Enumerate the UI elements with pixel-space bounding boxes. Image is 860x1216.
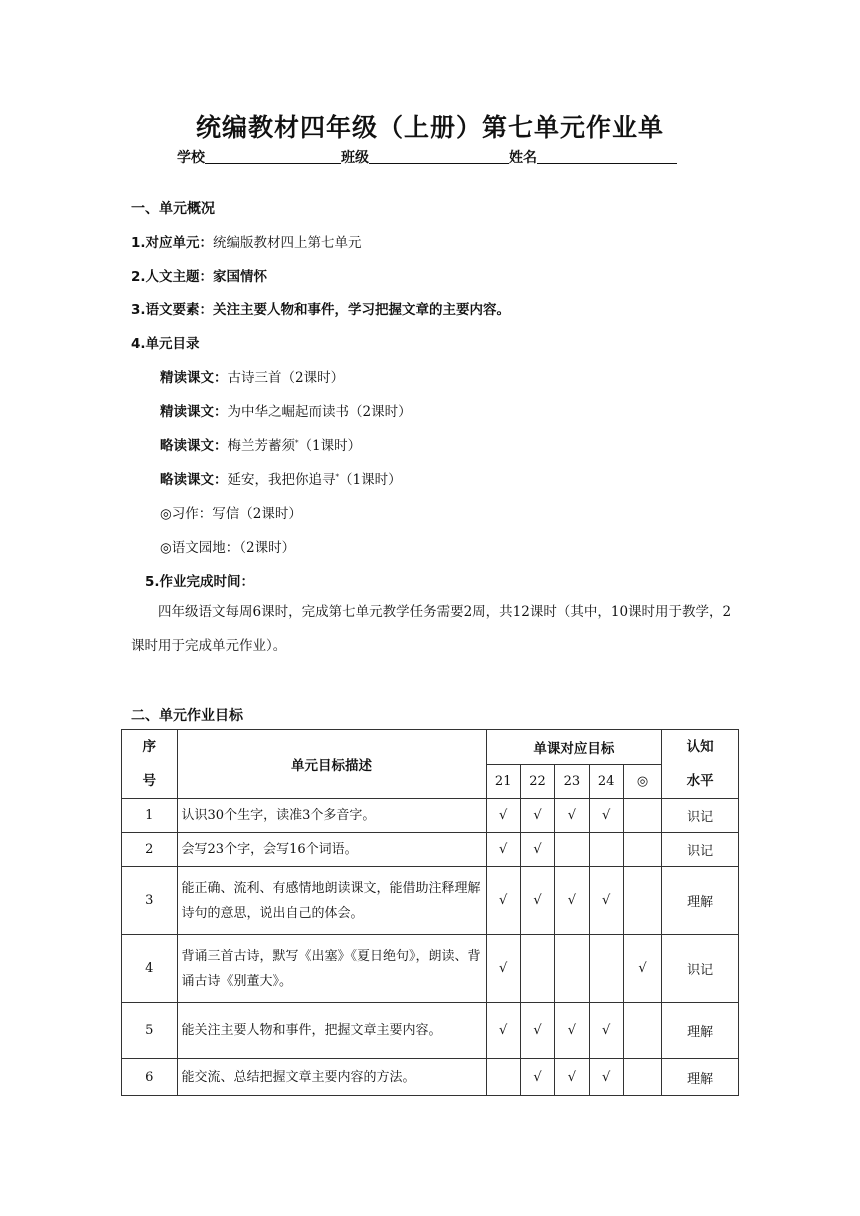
row-no: 5: [122, 1003, 178, 1059]
section1-heading: 一、单元概况: [131, 201, 215, 217]
table-row: [122, 799, 739, 833]
unit-row: [131, 231, 362, 251]
header-no: 序 号: [122, 730, 178, 799]
check-mark: [589, 833, 623, 867]
row-desc: 能交流、总结把握文章主要内容的方法。: [177, 1059, 486, 1096]
catalog-text: ◎语文园地：（2课时）: [160, 540, 296, 556]
lesson-23: 23: [555, 764, 589, 799]
unit-label: 1.对应单元：: [131, 235, 214, 251]
check-mark: [555, 935, 589, 1003]
check-mark: √: [520, 1059, 554, 1096]
theme-label: 2.人文主题：: [131, 269, 214, 285]
check-mark: √: [589, 1059, 623, 1096]
catalog-text: 为中华之崛起而读书（2课时）: [227, 404, 412, 420]
catalog-hours: （1课时）: [298, 438, 362, 454]
lesson-extra: ◎: [623, 764, 661, 799]
check-mark: [623, 833, 661, 867]
row-level: 理解: [662, 1003, 739, 1059]
catalog-item: [160, 502, 302, 522]
table-row: [122, 867, 739, 935]
catalog-text: 古诗三首（2课时）: [227, 370, 345, 386]
row-no: 1: [122, 799, 178, 833]
name-label: 姓名: [509, 150, 537, 166]
element-row: [131, 298, 510, 318]
catalog-type: 略读课文：: [160, 472, 228, 488]
check-mark: [623, 1059, 661, 1096]
check-mark: √: [486, 833, 520, 867]
row-desc: 能正确、流利、有感情地朗读课文，能借助注释理解诗句的意思，说出自己的体会。: [177, 867, 486, 935]
school-blank[interactable]: [205, 149, 341, 164]
time-label: 5.作业完成时间：: [145, 574, 255, 590]
goals-table: [121, 729, 739, 1096]
check-mark: [520, 935, 554, 1003]
row-no: 6: [122, 1059, 178, 1096]
name-blank[interactable]: [537, 149, 677, 164]
catalog-type: 精读课文：: [160, 404, 228, 420]
check-mark: [623, 867, 661, 935]
theme-row: [131, 265, 267, 285]
check-mark: √: [520, 799, 554, 833]
time-paragraph: 四年级语文每周6课时，完成第七单元教学任务需要2周，共12课时（其中，10课时用于教学，2课时用于完成单元作业）。: [131, 604, 732, 654]
catalog-type: 精读课文：: [160, 370, 228, 386]
check-mark: √: [555, 799, 589, 833]
school-label: 学校: [177, 150, 205, 166]
check-mark: √: [555, 1003, 589, 1059]
row-desc: 能关注主要人物和事件，把握文章主要内容。: [177, 1003, 486, 1059]
check-mark: [589, 935, 623, 1003]
row-no: 3: [122, 867, 178, 935]
check-mark: √: [520, 833, 554, 867]
check-mark: √: [555, 867, 589, 935]
lesson-24: 24: [589, 764, 623, 799]
class-blank[interactable]: [369, 149, 509, 164]
check-mark: [555, 833, 589, 867]
check-mark: √: [555, 1059, 589, 1096]
header-level: 认知 水平: [662, 730, 739, 799]
catalog-hours: （1课时）: [339, 472, 402, 488]
catalog-text: 梅兰芳蓄须: [227, 438, 295, 454]
catalog-item: [160, 366, 344, 386]
row-level: 识记: [662, 799, 739, 833]
row-level: 理解: [662, 867, 739, 935]
check-mark: √: [520, 1003, 554, 1059]
catalog-star: *: [295, 439, 299, 447]
theme-value: 家国情怀: [213, 269, 268, 285]
catalog-item: [160, 400, 412, 420]
row-desc: 会写23个字，会写16个词语。: [177, 833, 486, 867]
row-desc: 认识30个生字，读准3个多音字。: [177, 799, 486, 833]
section2-heading: 二、单元作业目标: [131, 708, 243, 724]
row-level: 理解: [662, 1059, 739, 1096]
row-no: 2: [122, 833, 178, 867]
check-mark: √: [486, 867, 520, 935]
catalog-item: [160, 468, 402, 488]
page-title: 统编教材四年级（上册）第七单元作业单: [195, 113, 664, 142]
class-label: 班级: [341, 150, 369, 166]
check-mark: √: [486, 1003, 520, 1059]
catalog-text: 延安，我把你追寻: [227, 472, 336, 488]
table-row: [122, 833, 739, 867]
catalog-type: 略读课文：: [160, 438, 228, 454]
check-mark: √: [589, 867, 623, 935]
catalog-star: *: [335, 473, 339, 481]
check-mark: √: [486, 935, 520, 1003]
element-label: 3.语文要素：: [131, 302, 214, 318]
check-mark: √: [486, 799, 520, 833]
check-mark: √: [589, 799, 623, 833]
header-desc: 单元目标描述: [177, 730, 486, 799]
student-info-line: [177, 147, 677, 167]
row-level: 识记: [662, 935, 739, 1003]
row-no: 4: [122, 935, 178, 1003]
catalog-text: ◎习作：写信（2课时）: [160, 506, 302, 522]
table-row: [122, 935, 739, 1003]
check-mark: √: [520, 867, 554, 935]
catalog-label: 4.单元目录: [131, 336, 200, 352]
catalog-item: [160, 434, 361, 454]
catalog-item: [160, 536, 295, 556]
row-level: 识记: [662, 833, 739, 867]
table-row: [122, 1003, 739, 1059]
lesson-21: 21: [486, 764, 520, 799]
row-desc: 背诵三首古诗，默写《出塞》《夏日绝句》，朗读、背诵古诗《别董大》。: [177, 935, 486, 1003]
check-mark: [623, 799, 661, 833]
table-row: [122, 1059, 739, 1096]
header-lesson: 单课对应目标: [486, 730, 662, 765]
check-mark: √: [623, 935, 661, 1003]
lesson-22: 22: [520, 764, 554, 799]
check-mark: [486, 1059, 520, 1096]
check-mark: [623, 1003, 661, 1059]
check-mark: √: [589, 1003, 623, 1059]
element-value: 关注主要人物和事件，学习把握文章的主要内容。: [213, 302, 511, 318]
unit-value: 统编版教材四上第七单元: [213, 235, 362, 251]
